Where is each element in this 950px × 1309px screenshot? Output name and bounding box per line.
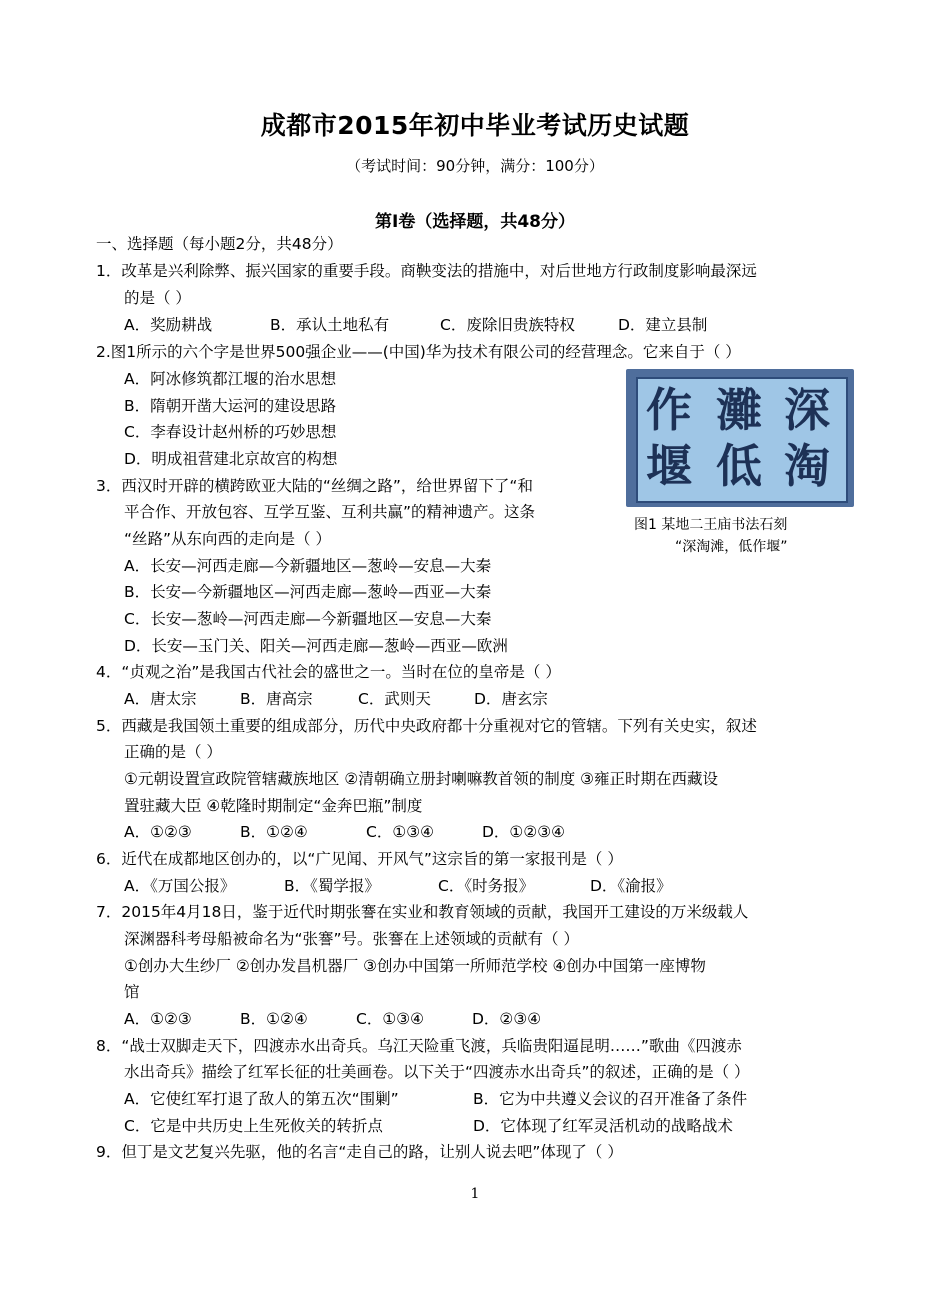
stone-panel — [636, 377, 848, 503]
calligraphy-char: 深 — [784, 383, 830, 437]
calligraphy-char: 灘 — [716, 383, 762, 437]
q7-stem-line4: 馆 — [124, 983, 140, 1001]
q4-option-d: D．唐玄宗 — [474, 690, 548, 708]
q5-options — [124, 822, 565, 842]
calligraphy-char: 淘 — [784, 439, 830, 493]
q1-option-a: A．奖励耕战 — [124, 316, 213, 334]
q2-option-d: D．明成祖营建北京故宫的构想 — [124, 450, 338, 468]
q5-option-b: B．①②④ — [240, 823, 308, 841]
q8-option-c: C．它是中共历史上生死攸关的转折点 — [124, 1117, 383, 1135]
q5-stem-line1: 5．西藏是我国领土重要的组成部分，历代中央政府都十分重视对它的管辖。下列有关史实，叙述 — [96, 717, 757, 735]
exam-title: 成都市2015年初中毕业考试历史试题 — [260, 111, 690, 140]
q5-option-a: A．①②③ — [124, 823, 192, 841]
q7-option-c: C．①③④ — [356, 1010, 425, 1028]
q5-option-d: D．①②③④ — [482, 823, 566, 841]
q8-option-b: B．它为中共遵义会议的召开准备了条件 — [473, 1090, 748, 1108]
q6-option-c: C．《时务报》 — [438, 877, 535, 895]
section-title: 第Ⅰ卷（选择题，共48分） — [375, 212, 575, 232]
q6-stem-line1: 6．近代在成都地区创办的，以“广见闻、开风气”这宗旨的第一家报刊是（ ） — [96, 850, 623, 868]
q7-option-a: A．①②③ — [124, 1010, 192, 1028]
q5-stem-line3: ①元朝设置宣政院管辖藏族地区 ②清朝确立册封喇嘛教首领的制度 ③雍正时期在西藏设 — [124, 770, 719, 788]
q2-option-b: B．隋朝开凿大运河的建设思路 — [124, 397, 337, 415]
q3-stem-line3: “丝路”从东向西的走向是（ ） — [124, 530, 331, 548]
calligraphy-char: 作 — [646, 383, 692, 437]
q1-stem-line1: 1．改革是兴利除弊、振兴国家的重要手段。商鞅变法的措施中，对后世地方行政制度影响最深远 — [96, 262, 757, 280]
q1-stem-line2: 的是（ ） — [124, 289, 191, 307]
q2-option-c: C．李春设计赵州桥的巧妙思想 — [124, 423, 337, 441]
q7-stem-line1: 7．2015年4月18日，鉴于近代时期张謇在实业和教育领域的贡献，我国开工建设的万米级载人 — [96, 903, 749, 921]
q7-option-b: B．①②④ — [240, 1010, 308, 1028]
figure-calligraphy-stone — [626, 369, 854, 507]
q6-option-b: B．《蜀学报》 — [284, 877, 380, 895]
q5-stem-line2: 正确的是（ ） — [124, 743, 222, 761]
q8-option-a: A．它使红军打退了敌人的第五次“围剿” — [124, 1090, 399, 1108]
q4-option-c: C．武则天 — [358, 690, 431, 708]
q9-stem-line1: 9．但丁是文艺复兴先驱，他的名言“走自己的路，让别人说去吧”体现了（ ） — [96, 1143, 623, 1161]
calligraphy-char: 堰 — [646, 439, 692, 493]
q4-option-b: B．唐高宗 — [240, 690, 313, 708]
q3-stem-line2: 平合作、开放包容、互学互鉴、互利共赢”的精神遗产。这条 — [124, 503, 536, 521]
q5-option-c: C．①③④ — [366, 823, 435, 841]
q1-option-c: C．废除旧贵族特权 — [440, 316, 575, 334]
q5-stem-line4: 置驻藏大臣 ④乾隆时期制定“金奔巴瓶”制度 — [124, 797, 423, 815]
q2-stem-line1: 2.图1所示的六个字是世界500强企业——(中国)华为技术有限公司的经营理念。它来自于（ ） — [96, 343, 741, 361]
q6-options — [124, 876, 672, 896]
q1-option-b: B．承认土地私有 — [270, 316, 390, 334]
q1-option-d: D．建立县制 — [618, 316, 708, 334]
figure-caption-line2: “深淘滩，低作堰” — [675, 539, 788, 555]
q8-stem-line1: 8．“战士双脚走天下，四渡赤水出奇兵。乌江天险重飞渡，兵临贵阳逼昆明……”歌曲《四渡赤 — [96, 1037, 742, 1055]
q8-stem-line2: 水出奇兵》描绘了红军长征的壮美画卷。以下关于“四渡赤水出奇兵”的叙述，正确的是（ ） — [124, 1063, 750, 1081]
q7-stem-line2: 深渊器科考母船被命名为“张謇”号。张謇在上述领域的贡献有（ ） — [124, 930, 579, 948]
page-number: 1 — [470, 1186, 480, 1202]
q3-option-b: B．长安—今新疆地区—河西走廊—葱岭—西亚—大秦 — [124, 583, 492, 601]
q4-options — [124, 689, 548, 709]
q6-option-a: A．《万国公报》 — [124, 877, 236, 895]
q7-stem-line3: ①创办大生纱厂 ②创办发昌机器厂 ③创办中国第一所师范学校 ④创办中国第一座博物 — [124, 957, 706, 975]
q6-option-d: D．《渝报》 — [590, 877, 672, 895]
q4-option-a: A．唐太宗 — [124, 690, 197, 708]
figure-caption-line1: 图1 某地二王庙书法石刻 — [634, 517, 788, 533]
q7-option-d: D．②③④ — [472, 1010, 542, 1028]
calligraphy-char: 低 — [716, 439, 762, 493]
q3-option-a: A．长安—河西走廊—今新疆地区—葱岭—安息—大秦 — [124, 557, 492, 575]
exam-subtitle: （考试时间：90分钟，满分：100分） — [346, 157, 604, 175]
q3-stem-line1: 3．西汉时开辟的横跨欧亚大陆的“丝绸之路”，给世界留下了“和 — [96, 477, 533, 495]
part-heading: 一、选择题（每小题2分，共48分） — [96, 235, 343, 253]
q2-option-a: A．阿冰修筑都江堰的治水思想 — [124, 370, 337, 388]
q1-options — [124, 315, 707, 335]
q7-options — [124, 1009, 541, 1029]
q3-option-d: D．长安—玉门关、阳关—河西走廊—葱岭—西亚—欧洲 — [124, 637, 508, 655]
q8-option-d: D．它体现了红军灵活机动的战略战术 — [473, 1117, 733, 1135]
q4-stem-line1: 4．“贞观之治”是我国古代社会的盛世之一。当时在位的皇帝是（ ） — [96, 663, 561, 681]
q3-option-c: C．长安—葱岭—河西走廊—今新疆地区—安息—大秦 — [124, 610, 492, 628]
